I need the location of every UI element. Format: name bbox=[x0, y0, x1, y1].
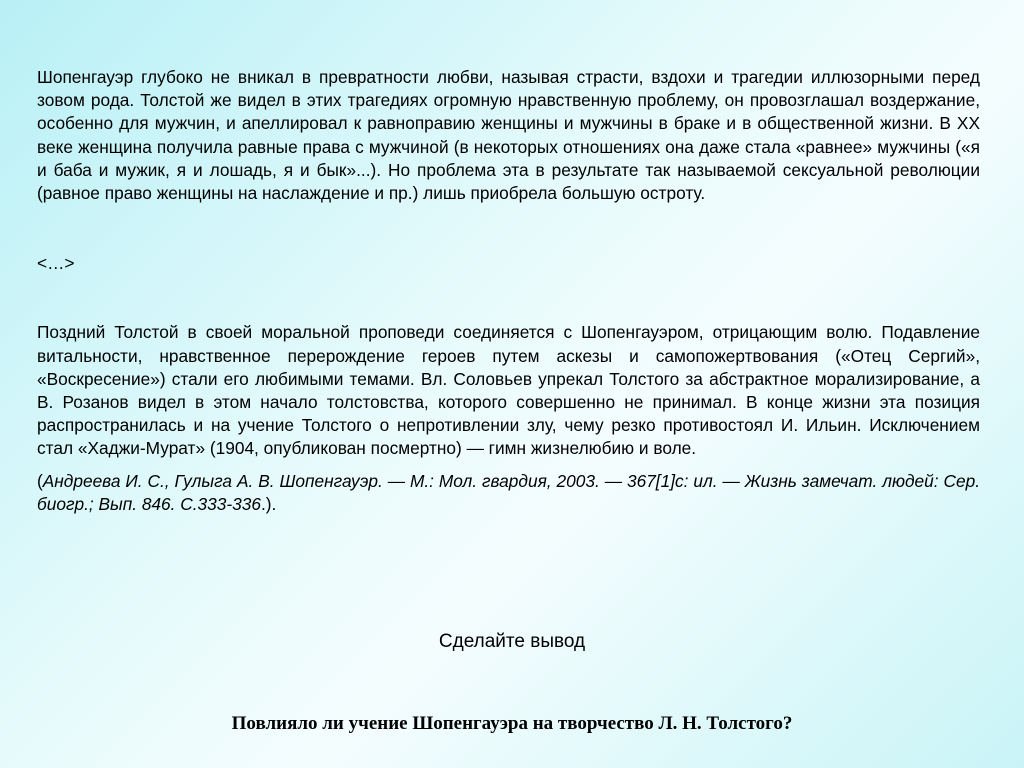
citation-close: .). bbox=[260, 493, 277, 514]
conclusion-prompt: Сделайте вывод bbox=[438, 631, 586, 652]
paragraph-schopenhauer-tolstoy: Шопенгауэр глубоко не вникал в превратности любви, называя страсти, вздохи и трагедии иллюзорными перед зовом рода. Толстой же видел в этих трагедиях огромную нравственную проблему, он провозглашал воздержание, особенно для мужчин, и апеллировал к равноправию женщины и мужчины в браке и в общественной жизни. В XX веке женщина получила равные права с мужчиной (в некоторых отношениях она даже стала «равнее» мужчины («я и баба и мужик, я и лошадь, я и бык»...). Но проблема эта в результате так называемой сексуальной революции (равное право женщины на наслаждение и пр.) лишь приобрела большую остроту. bbox=[37, 67, 980, 204]
citation-source: Андреева И. С., Гулыга А. В. Шопенгауэр. — М.: Мол. гвардия, 2003. — 367[1]с: ил. — Жизнь замечат. людей: Сер. биогр.; Вып. 846. С.333-336 bbox=[37, 470, 980, 514]
paragraph-late-tolstoy: Поздний Толстой в своей моральной проповеди соединяется с Шопенгауэром, отрицающим волю. Подавление витальности, нравственное перерождение героев путем аскезы и самопожертвования («Отец Сергий», «Воскресение») стали его любимыми темами. Вл. Соловьев упрекал Толстого за абстрактное морализирование, а В. Розанов видел в этом начало толстовства, которого совершенно не принимал. В конце жизни эта позиция распространилась и на учение Толстого о непротивлении злу, чему резко противостоял И. Ильин. Исключением стал «Хаджи-Мурат» (1904, опубликован посмертно) — гимн жизнелюбию и воле. bbox=[37, 322, 980, 459]
text-block bbox=[37, 66, 980, 533]
citation-open-paren: ( bbox=[37, 470, 43, 491]
citation bbox=[37, 470, 980, 516]
omission-mark: <…> bbox=[37, 253, 75, 274]
question-heading: Повлияло ли учение Шопенгауэра на творчество Л. Н. Толстого? bbox=[231, 713, 793, 734]
